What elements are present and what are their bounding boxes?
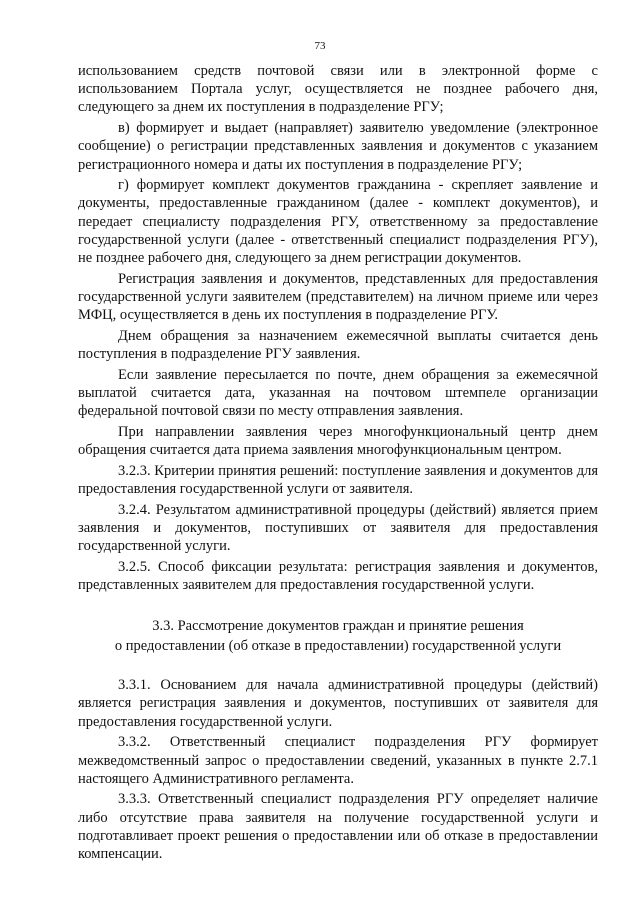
paragraph: использованием средств почтовой связи или в электронной форме с использованием Портала услуг, осуществляется не позднее рабочего дня, следующего за днем их поступления в подразделение РГУ; [78, 63, 598, 116]
paragraph: в) формирует и выдает (направляет) заявителю уведомление (электронное сообщение) о регистрации представленных заявления и документов с указанием регистрационного номера и даты их поступления в подразделение РГУ; [78, 120, 598, 173]
section-heading-line: 3.3. Рассмотрение документов граждан и принятие решения [152, 618, 524, 635]
paragraph: 3.2.4. Результатом административной процедуры (действий) является прием заявления и документов, поступивших от заявителя для предоставления государственной услуги. [78, 501, 598, 555]
section-heading [78, 616, 598, 656]
paragraph: 3.3.3. Ответственный специалист подразделения РГУ определяет наличие либо отсутствие права заявителя на получение государственной услуги и подготавливает проект решения о предоставлении или об отказе в предоставлении компенсации. [78, 791, 598, 863]
paragraph: При направлении заявления через многофункциональный центр днем обращения считается дата приема заявления многофункциональным центром. [78, 423, 598, 459]
section-heading-line: о предоставлении (об отказе в предоставлении) государственной услуги [114, 638, 562, 655]
page-number: 73 [314, 40, 326, 52]
paragraph: 3.3.1. Основанием для начала административной процедуры (действий) является регистрация заявления и документов, поступивших от заявителя для предоставления государственной услуги. [78, 677, 598, 730]
paragraph: 3.2.3. Критерии принятия решений: поступление заявления и документов для предоставления государственной услуги от заявителя. [78, 462, 598, 497]
paragraph: Регистрация заявления и документов, представленных для предоставления государственной услуги заявителем (представителем) на личном приеме или через МФЦ, осуществляется в день их поступления в подразделение РГУ. [78, 270, 598, 324]
document-body [78, 62, 598, 866]
paragraph: г) формирует комплект документов гражданина - скрепляет заявление и документы, предоставленные гражданином (далее - комплект документов), и передает специалисту подразделения РГУ, ответственному за предоставление государственной услуги (далее - ответственный специалист подразделения РГУ), не позднее рабочего дня, следующего за днем регистрации документов. [78, 177, 598, 267]
paragraph: 3.3.2. Ответственный специалист подразделения РГУ формирует межведомственный запрос о предоставлении сведений, указанных в пункте 2.7.1 настоящего Административного регламента. [78, 734, 598, 787]
paragraph: Если заявление пересылается по почте, днем обращения за ежемесячной выплатой считается дата, указанная на почтовом штемпеле организации федеральной почтовой связи по месту отправления заявления. [78, 366, 598, 420]
paragraph: Днем обращения за назначением ежемесячной выплаты считается день поступления в подразделение РГУ заявления. [78, 327, 598, 363]
paragraph: 3.2.5. Способ фиксации результата: регистрация заявления и документов, представленных заявителем для предоставления государственной услуги. [78, 558, 598, 593]
